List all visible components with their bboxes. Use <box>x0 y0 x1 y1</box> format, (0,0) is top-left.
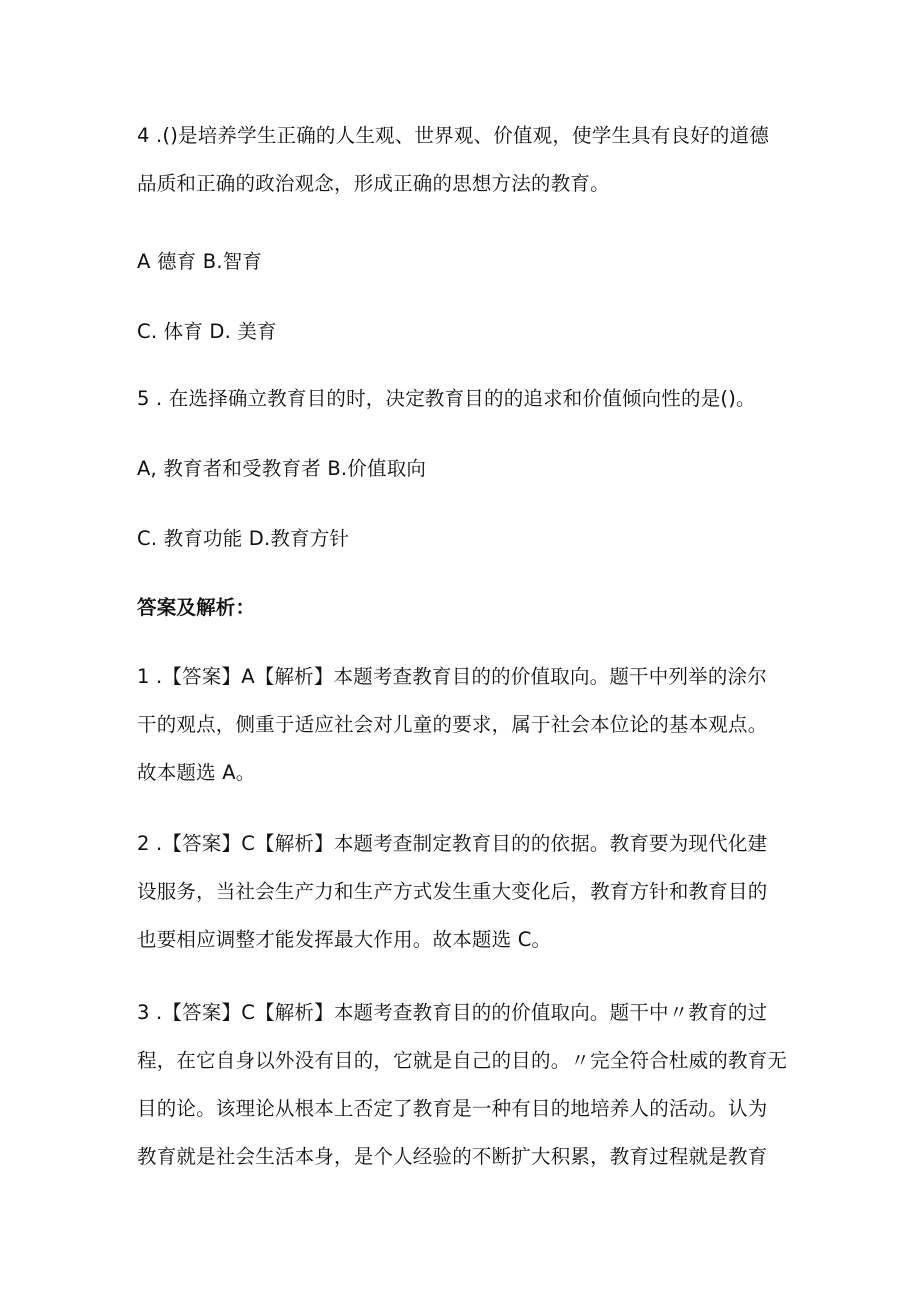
answer-2-line-1: 2 .【答案】C【解析】本题考查制定教育目的的依据。教育要为现代化建 <box>137 832 768 855</box>
answers-heading <box>137 591 787 625</box>
answers-heading-text: 答案及解析： <box>137 596 256 619</box>
question-5-options-c-d: C. 教育功能 D.教育方针 <box>137 527 350 550</box>
question-5-options-row-2 <box>137 522 787 556</box>
question-4-options-c-d: C. 体育 D. 美育 <box>137 320 277 343</box>
answer-2-line-2: 设服务，当社会生产力和生产方式发生重大变化后，教育方针和教育目的 <box>137 880 768 903</box>
question-4-line-2: 品质和正确的政治观念，形成正确的思想方法的教育。 <box>137 172 610 195</box>
question-5-line-1: 5 . 在选择确立教育目的时，决定教育目的的追求和价值倾向性的是()。 <box>137 387 756 410</box>
answer-1-line-2: 干的观点，侧重于适应社会对儿童的要求，属于社会本位论的基本观点。 <box>137 713 768 736</box>
question-4-options-row-2 <box>137 315 787 349</box>
answer-3-line-1: 3 .【答案】C【解析】本题考查教育目的的价值取向。题干中〃教育的过 <box>137 1001 768 1024</box>
answer-1 <box>137 660 787 790</box>
question-4-options-row-1 <box>137 245 787 279</box>
question-5-stem <box>137 382 787 416</box>
question-4-stem <box>137 119 787 201</box>
question-4-line-1: 4 .()是培养学生正确的人生观、世界观、价值观，使学生具有良好的道德 <box>137 124 770 147</box>
answer-2-line-3: 也要相应调整才能发挥最大作用。故本题选 C。 <box>137 928 552 951</box>
answer-3 <box>137 996 787 1174</box>
answer-1-line-3: 故本题选 A。 <box>137 761 256 784</box>
question-5-options-row-1 <box>137 452 787 486</box>
answer-2 <box>137 827 787 957</box>
question-5-options-a-b: A, 教育者和受教育者 B.价值取向 <box>137 457 427 480</box>
question-4-options-a-b: A 德育 B.智育 <box>137 250 263 273</box>
answer-1-line-1: 1 .【答案】A【解析】本题考查教育目的的价值取向。题干中列举的涂尔 <box>137 665 767 688</box>
answer-3-line-3: 目的论。该理论从根本上否定了教育是一种有目的地培养人的活动。认为 <box>137 1097 768 1120</box>
answer-3-line-4: 教育就是社会生活本身，是个人经验的不断扩大积累，教育过程就是教育 <box>137 1145 768 1168</box>
answer-3-line-2: 程，在它自身以外没有目的，它就是自己的目的。〃完全符合杜威的教育无 <box>137 1049 788 1072</box>
